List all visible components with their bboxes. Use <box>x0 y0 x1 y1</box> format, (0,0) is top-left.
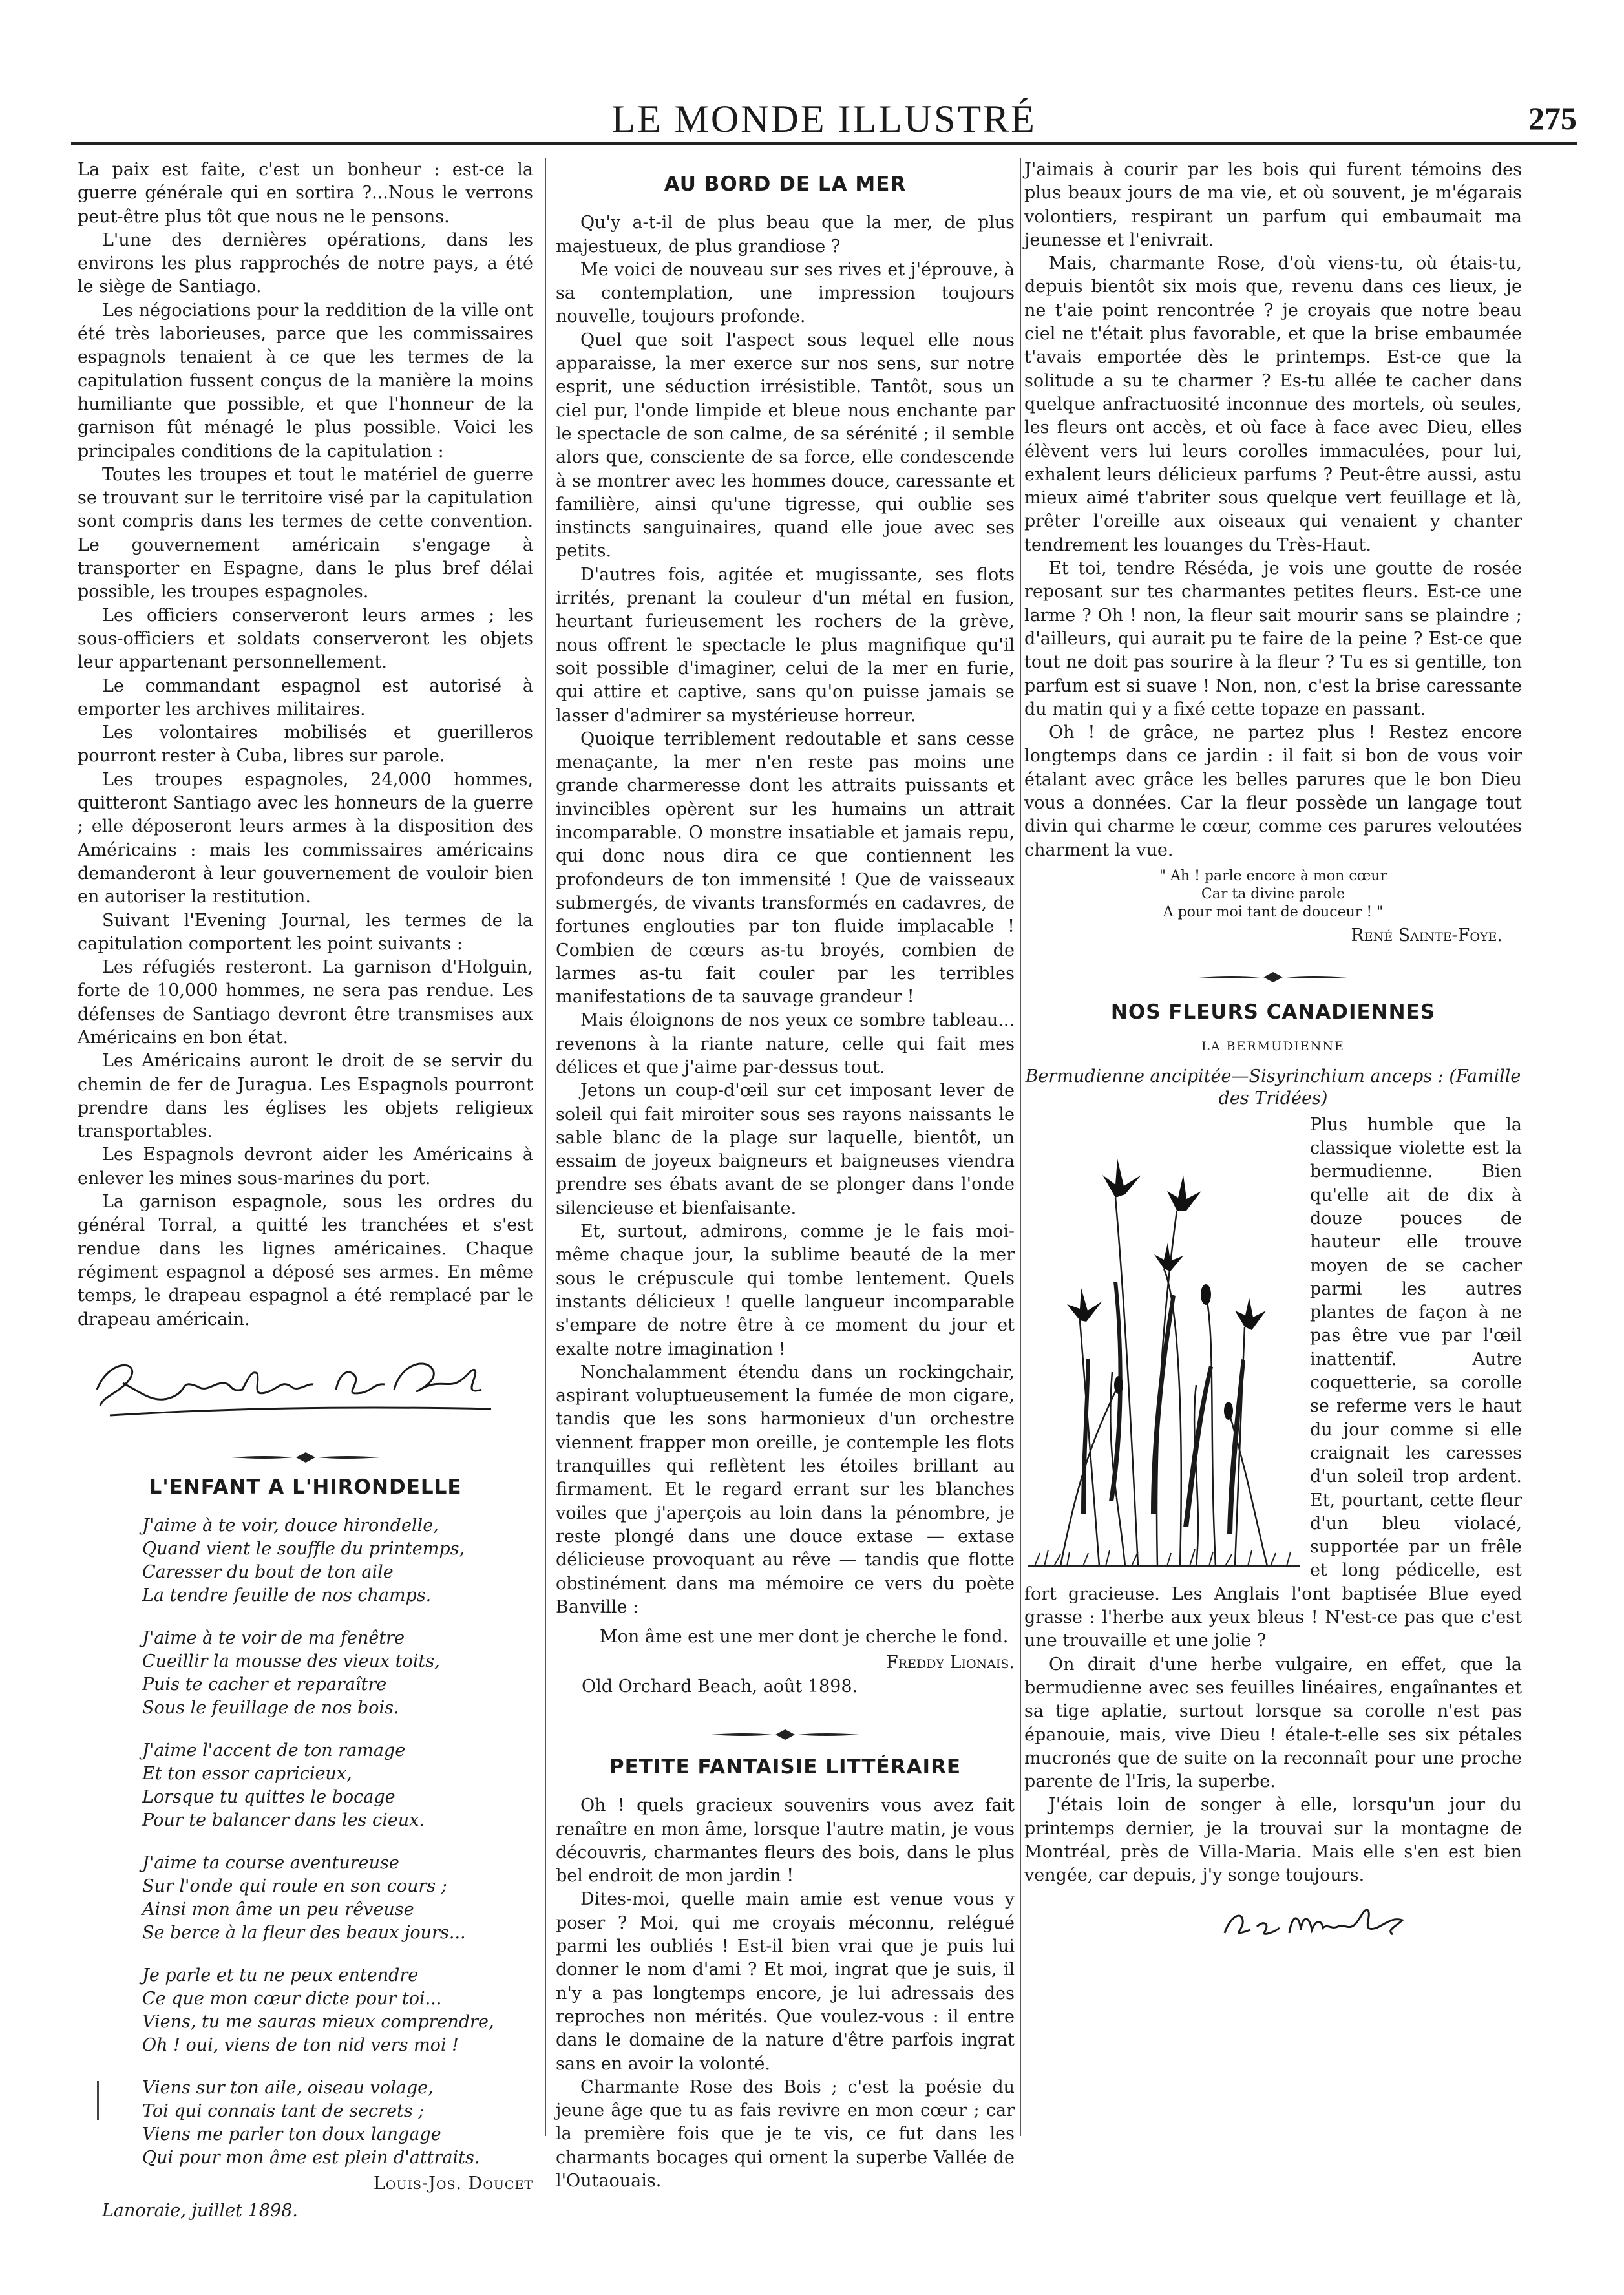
poem-line: Lorsque tu quittes le bocage <box>142 1787 395 1808</box>
article-paragraph: Dites-moi, quelle main amie est venue vous y poser ? Moi, qui me croyais méconnu, relégué parmi les oubliés ! Est-il bien vrai que je puis lui donner le nom d'ami ? Et moi, ingrat que je suis, il n'y a pas longtemps encore, je lui adressais des reproches non mérités. Que voulez-vous : il entre dans le domaine de la nature d'être parfois ingrat sans en avoir la volonté. <box>556 1889 1015 2074</box>
section-fleuron <box>708 1728 863 1741</box>
article-paragraph: Mais éloignons de nos yeux ce sombre tableau... revenons à la riante nature, celle qui fait mes délices et que j'aime par-dessus tout. <box>556 1010 1015 1077</box>
motto-line: " Ah ! parle encore à mon cœur <box>1159 867 1387 884</box>
botanical-name: Bermudienne ancipitée—Sisyrinchium anceps : (Famille des Tridées) <box>1025 1066 1521 1108</box>
article-paragraph: L'une des dernières opérations, dans les environs les plus rapprochés de notre pays, a été le siège de Santiago. <box>78 229 533 297</box>
poem-line: J'aime à te voir, douce hirondelle, <box>142 1516 439 1536</box>
column-1 <box>78 158 533 2223</box>
poem-author: Louis-Jos. Doucet <box>373 2173 533 2194</box>
poem-stanza <box>142 1514 533 1607</box>
section-fleuron <box>228 1451 383 1464</box>
poem-dateline: Lanoraie, juillet 1898. <box>102 2201 298 2221</box>
article-paragraph: Quel que soit l'aspect sous lequel elle nous apparaisse, la mer exerce sur nos sens, sur notre esprit, une séduction irrésistible. Tantôt, sous un ciel pur, l'onde limpide et bleue nous enchante par le spectacle de son calme, de sa sérénité ; il semble alors que, consciente de sa force, elle condescende à se montrer avec les hommes douce, caressante et familière, ainsi qu'une tigresse, qui oublie ses instincts sanguinaires, quand elle joue avec ses petits. <box>556 330 1015 562</box>
article-paragraph: Nonchalamment étendu dans un rockingchair, aspirant voluptueusement la fumée de mon cigare, tandis que les sons harmonieux d'un orchestre viennent frapper mon oreille, je contemple les flots tranquilles qui reflètent les étoiles brillant au firmament. Et le regard errant sur les blanches voiles que j'aperçois au loin dans la pénombre, je reste plongé dans une douce extase — extase délicieuse provoquant au rêve — tandis que flotte obstinément dans ma mémoire ce vers du poète Banville : <box>556 1362 1015 1617</box>
article-paragraph: D'autres fois, agitée et mugissante, ses flots irrités, prenant la couleur d'un métal en fusion, heurtant furieusement les rochers de la grève, nous offrent le spectacle le plus magnifique qu'il soit possible d'imaginer, celui de la mer en furie, qui attire et captive, sans qu'on puisse jamais se lasser d'admirer sa mystérieuse horreur. <box>556 564 1015 726</box>
poem-line: J'aime à te voir de ma fenêtre <box>142 1628 405 1649</box>
poem-line: Sur l'onde qui roule en son cours ; <box>142 1876 447 1897</box>
poem-line: Cueillir la mousse des vieux toits, <box>142 1651 440 1672</box>
article-paragraph: Les négociations pour la reddition de la ville ont été très laborieuses, parce que les commissaires espagnols tenaient à ce que les termes de la capitulation fussent conçus de la manière la moins humiliante que possible, et que l'honneur de la garnison fût ménagé le plus possible. Voici les principales conditions de la capitulation : <box>78 300 533 461</box>
poem-line: Pour te balancer dans les cieux. <box>142 1810 425 1831</box>
article-subtitle: LA BERMUDIENNE <box>1201 1039 1345 1053</box>
article-paragraph: Oh ! quels gracieux souvenirs vous avez fait renaître en mon âme, lorsque l'autre matin, je vous découvris, charmantes fleurs des bois, dans le plus bel endroit de mon jardin ! <box>556 1795 1015 1887</box>
header-rule <box>71 142 1577 145</box>
article-paragraph: Toutes les troupes et tout le matériel de guerre se trouvant sur le territoire visé par la capitulation sont compris dans les termes de cette convention. Le gouvernement américain s'engage à transporter en Espagne, dans le plus bref délai possible, les troupes espagnoles. <box>78 464 533 602</box>
poem-line: Je parle et tu ne peux entendre <box>142 1965 419 1986</box>
page-header <box>71 97 1577 142</box>
article-paragraph: Les Américains auront le droit de se servir du chemin de fer de Juragua. Les Espagnols pourront prendre dans les églises les objets religieux transportables. <box>78 1051 533 1142</box>
poem-stanza <box>142 2077 533 2170</box>
article-paragraph: Mais, charmante Rose, d'où viens-tu, où étais-tu, depuis bientôt six mois que, revenu dans ces lieux, je ne t'aie point rencontrée ? je croyais que notre beau ciel ne t'était plus favorable, et que la brise embaumée t'avais emportée dès le printemps. Est-ce que la solitude a su te charmer ? Es-tu allée te cacher dans quelque anfractuosité inconnue des mortels, où seules, les fleurs ont accès, et où face à face avec Dieu, elles élèvent vers lui leurs corolles immaculées, pour lui, exhalent leurs délicieux parfums ? Peut-être aussi, astu mieux aimé t'abriter sous quelque vert feuillage et là, prêter l'oreille aux oiseaux qui venaient y chanter tendrement les louanges du Très-Haut. <box>1024 253 1522 555</box>
poem-stanza <box>142 1852 533 1945</box>
article-paragraph: Le commandant espagnol est autorisé à emporter les archives militaires. <box>78 675 533 719</box>
poem-line: Ce que mon cœur dicte pour toi... <box>142 1989 442 2009</box>
margin-mark <box>97 2081 99 2120</box>
article-paragraph: Les Espagnols devront aider les Américains à enlever les mines sous-marines du port. <box>78 1145 533 1189</box>
handwritten-signature <box>1218 1894 1412 1952</box>
article-paragraph: Qu'y a-t-il de plus beau que la mer, de plus majestueux, de plus grandiose ? <box>556 213 1015 257</box>
poem-line: Ainsi mon âme un peu rêveuse <box>142 1899 414 1920</box>
article-author: Freddy Lionais. <box>886 1653 1015 1673</box>
quote-line: Mon âme est une mer dont je cherche le fond. <box>600 1627 1009 1647</box>
article-paragraph: La garnison espagnole, sous les ordres du général Torral, a quitté les tranchées et s'est rendue dans les lignes américaines. Chaque régiment espagnol a déposé ses armes. En même temps, le drapeau espagnol a été remplacé par le drapeau américain. <box>78 1192 533 1329</box>
article-paragraph: Les officiers conserveront leurs armes ; les sous-officiers et soldats conserveront les objets leur appartenant personnellement. <box>78 605 533 673</box>
article-paragraph: Quoique terriblement redoutable et sans cesse menaçante, la mer n'en reste pas moins une grande charmeresse dont les attraits puissants et invincibles opèrent sur les humains un attrait incomparable. O monstre insatiable et jamais repu, qui donc nous dira ce que contiennent les profondeurs de ton immensité ! Que de vaisseaux submergés, de vivants transformés en cadavres, de fortunes englouties par ton fluide implacable ! Combien de cœurs as-tu broyés, combien de larmes as-tu fait couler par les terribles manifestations de ta sauvage grandeur ! <box>556 728 1015 1008</box>
column-divider-1 <box>545 158 546 2136</box>
article-paragraph: Jetons un coup-d'œil sur cet imposant lever de soleil qui fait miroiter sous ses rayons naissants le sable blanc de la plage sur laquelle, bientôt, un essaim de joyeux baigneurs et baigneuses viendra prendre ses ébats avant de se plonger dans l'onde silencieuse et bienfaisante. <box>556 1081 1015 1218</box>
column-divider-2 <box>1020 158 1021 2136</box>
poem-title: L'ENFANT A L'HIRONDELLE <box>149 1475 462 1499</box>
poem-line: Et ton essor capricieux, <box>142 1764 352 1784</box>
poem-line: Qui pour mon âme est plein d'attraits. <box>142 2148 480 2168</box>
poem-line: Oh ! oui, viens de ton nid vers moi ! <box>142 2035 459 2056</box>
poem-line: La tendre feuille de nos champs. <box>142 1585 432 1606</box>
poem-stanza <box>142 1964 533 2057</box>
column-3 <box>1024 158 1522 1952</box>
article-paragraph: J'étais loin de songer à elle, lorsqu'un jour du printemps dernier, je la trouvai sur la montagne de Montréal, près de Villa-Maria. Mais elle s'en est bien vengée, car depuis, j'y songe toujours. <box>1024 1795 1522 1886</box>
article-title: PETITE FANTAISIE LITTÉRAIRE <box>609 1755 962 1779</box>
motto <box>1024 867 1522 922</box>
article-paragraph: Me voici de nouveau sur ses rives et j'éprouve, à sa contemplation, une impression toujours nouvelle, toujours profonde. <box>556 259 1015 327</box>
poem-line: Toi qui connais tant de secrets ; <box>142 2101 425 2122</box>
article-paragraph: Les volontaires mobilisés et guerilleros pourront rester à Cuba, libres sur parole. <box>78 723 533 767</box>
poem-line: Viens, tu me sauras mieux comprendre, <box>142 2012 494 2033</box>
article-paragraph: Les réfugiés resteront. La garnison d'Holguin, forte de 10,000 hommes, ne sera pas rendue. Les défenses de Santiago devront être transmises aux Américains en bon état. <box>78 957 533 1048</box>
column-2 <box>556 158 1015 2193</box>
article-dateline: Old Orchard Beach, août 1898. <box>582 1676 858 1697</box>
poem-line: J'aime ta course aventureuse <box>142 1853 399 1874</box>
poem-line: Sous le feuillage de nos bois. <box>142 1698 399 1719</box>
poem-line: Viens sur ton aile, oiseau volage, <box>142 2078 434 2099</box>
page-number: 275 <box>1528 100 1577 136</box>
article-paragraph: Les troupes espagnoles, 24,000 hommes, quitteront Santiago avec les honneurs de la guerre ; elle déposeront leurs armes à la disposition des Américains : mais les commissaires américains demanderont à leur gouvernement de vouloir bien en autoriser la restitution. <box>78 769 533 907</box>
poem-line: Quand vient le souffle du printemps, <box>142 1539 465 1560</box>
article-paragraph: J'aimais à courir par les bois qui furent témoins des plus beaux jours de ma vie, et où souvent, je m'égarais volontiers, respirant un parfum qui embaumait ma jeunesse et l'enivrait. <box>1024 160 1522 250</box>
poem-line: Caresser du bout de ton aile <box>142 1562 394 1583</box>
poem-line: Viens me parler ton doux langage <box>142 2124 441 2145</box>
poem-line: Se berce à la fleur des beaux jours... <box>142 1923 466 1943</box>
poem-stanza <box>142 1739 533 1832</box>
article-author: René Sainte-Foye. <box>1351 925 1503 946</box>
article-paragraph: On dirait d'une herbe vulgaire, en effet, que la bermudienne avec ses feuilles linéaires, engaînantes et sa tige aplatie, surtout lorsque sa corolle n'est pas épanouie, mais, vive Dieu ! étale-t-elle ses six pétales mucronés que de suite on la reconnaît pour une proche parente de l'Iris, la superbe. <box>1024 1654 1522 1792</box>
poem-line: J'aime l'accent de ton ramage <box>142 1740 406 1761</box>
article-paragraph: Plus humble que la classique violette est la bermudienne. Bien qu'elle ait de dix à douze pouces de hauteur elle trouve moyen de se cacher parmi les autres plantes de façon à ne pas être vue par l'œil inattentif. Autre coquetterie, sa corolle se referme vers le haut du jour comme si elle craignait les caresses d'un soleil trop ardent. Et, pourtant, cette fleur d'un bleu violacé, supportée par un frêle et long pédicelle, est fort gracieuse. Les Anglais l'ont baptisée Blue eyed grasse : l'herbe aux yeux bleus ! N'est-ce pas que c'est une trouvaille et une jolie ? <box>1024 1114 1522 1651</box>
handwritten-signature <box>84 1344 498 1425</box>
masthead-title: LE MONDE ILLUSTRÉ <box>611 98 1037 140</box>
article-paragraph: La paix est faite, c'est un bonheur : est-ce la guerre générale qui en sortira ?...Nous le verrons peut-être plus tôt que nous ne le pensons. <box>78 160 533 227</box>
article-title: NOS FLEURS CANADIENNES <box>1110 1000 1436 1024</box>
article-paragraph: Et, surtout, admirons, comme je le fais moi-même chaque jour, la sublime beauté de la mer sous le crépuscule qui tombe lentement. Quels instants délicieux ! quelle langueur incomparable s'empare de notre être à ce moment du jour et exalte notre imagination ! <box>556 1222 1015 1359</box>
bermudienne-flower-illustration <box>1022 1114 1306 1579</box>
poem-stanza <box>142 1627 533 1720</box>
article-paragraph: Et toi, tendre Réséda, je vois une goutte de rosée reposant sur tes charmantes petites fleurs. Est-ce une larme ? Oh ! non, la fleur sait mourir sans se plaindre ; d'ailleurs, qui aurait pu te faire de la peine ? Est-ce que tout ne doit pas sourire à la fleur ? Tu es si gentille, ton parfum est si suave ! Non, non, c'est la brise caressante du matin qui y a fixé cette topaze en passant. <box>1024 558 1522 719</box>
article-title: AU BORD DE LA MER <box>664 173 907 196</box>
poem-line: Puis te cacher et reparaître <box>142 1675 387 1695</box>
article-paragraph: Charmante Rose des Bois ; c'est la poésie du jeune âge que tu as fais revivre en mon cœur ; car la première fois que je te vis, ce fut dans les charmants bocages qui ornent la superbe Vallée de l'Outaouais. <box>556 2077 1015 2192</box>
article-paragraph: Oh ! de grâce, ne partez plus ! Restez encore longtemps dans ce jardin : il fait si bon de vous voir étalant avec grâce les belles parures que le bon Dieu vous a données. Car la fleur possède un langage tout divin qui charme le cœur, comme ces parures veloutées charment la vue. <box>1024 723 1522 860</box>
section-fleuron <box>1196 971 1351 984</box>
motto-line: A pour moi tant de douceur ! " <box>1163 904 1384 920</box>
article-paragraph: Suivant l'Evening Journal, les termes de la capitulation comportent les point suivants : <box>78 910 533 954</box>
motto-line: Car ta divine parole <box>1201 885 1345 902</box>
